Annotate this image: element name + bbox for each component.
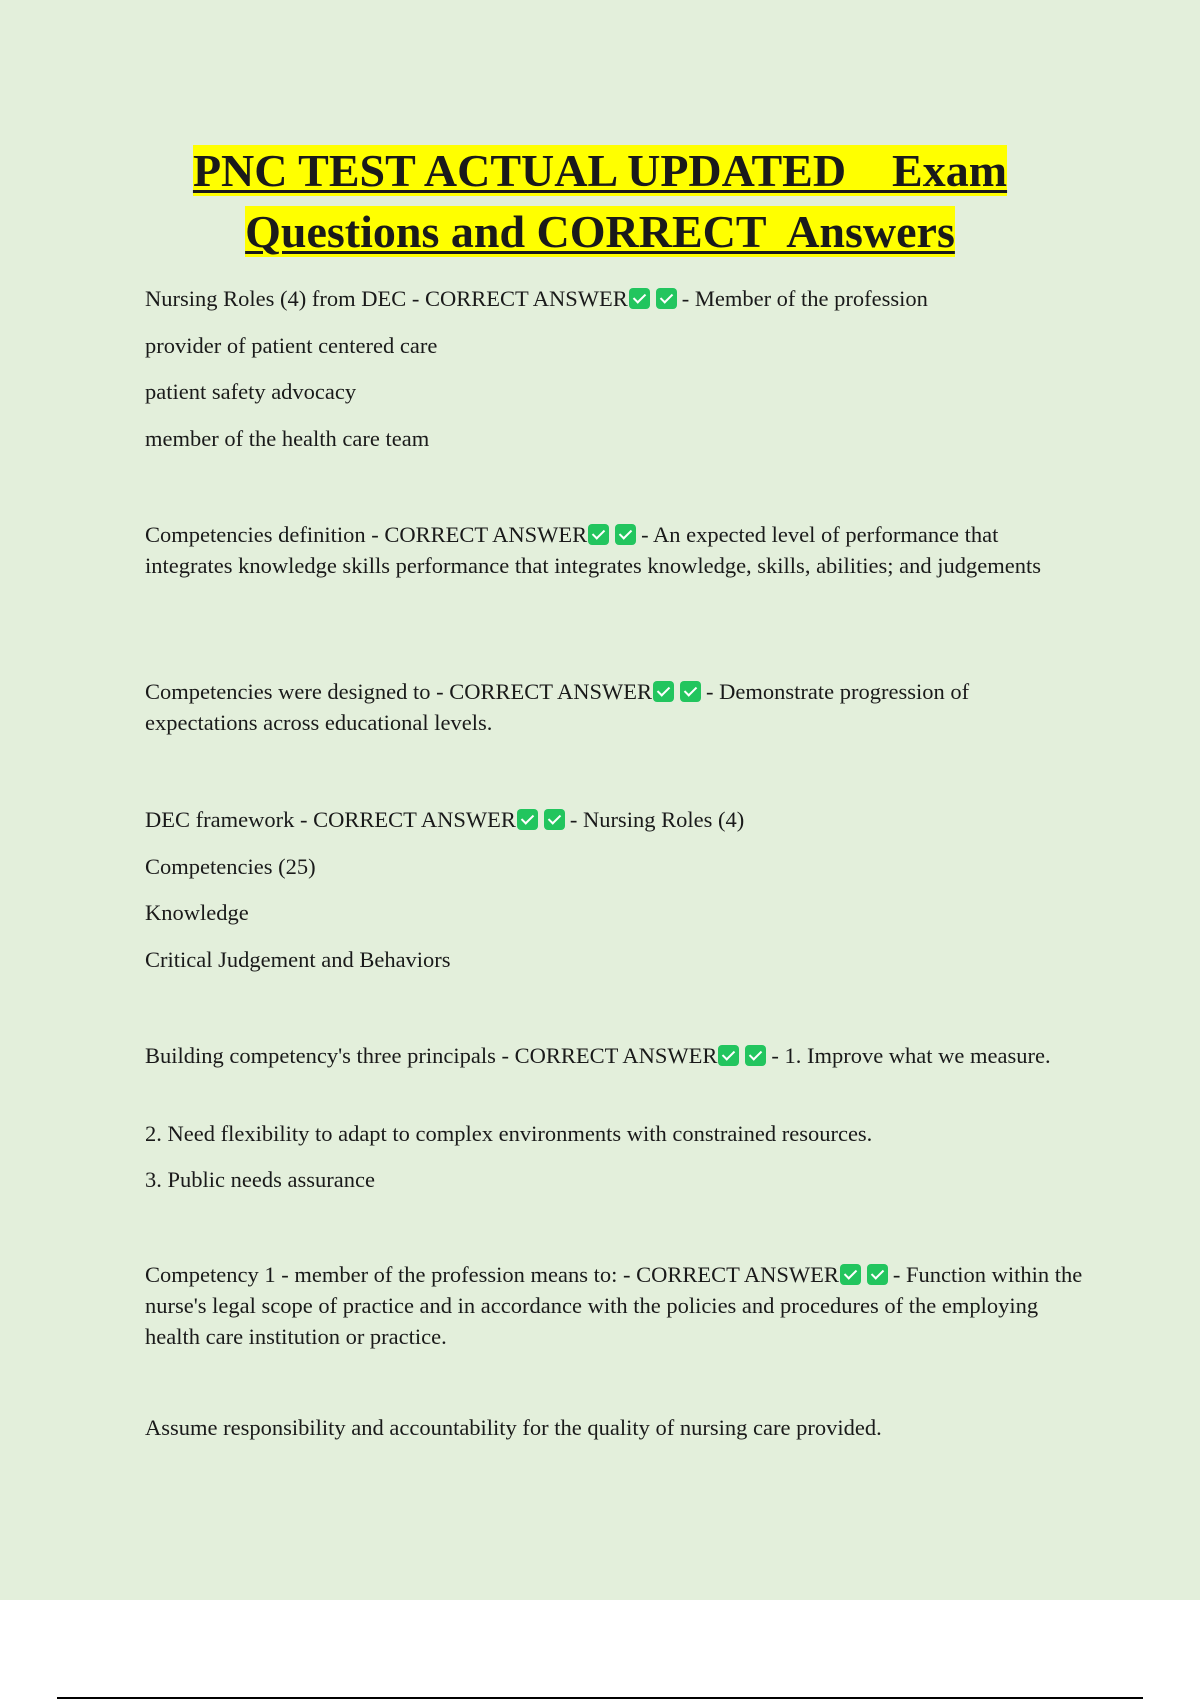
title-line-2: Questions and CORRECT Answers <box>245 206 955 257</box>
question-text: Nursing Roles (4) from DEC - <box>145 286 425 311</box>
answer-line: provider of patient centered care <box>145 333 438 358</box>
closing-text: Assume responsibility and accountability for the quality of nursing care provided. <box>145 1415 882 1440</box>
qa-entry-dec-framework <box>145 804 1085 835</box>
question-text: Building competency's three principals - <box>145 1043 515 1068</box>
question-text: Competencies definition - <box>145 522 385 547</box>
question-text: Competencies were designed to - <box>145 679 450 704</box>
answer-text: - Nursing Roles (4) <box>569 807 745 832</box>
answer-line: Competencies (25) <box>145 854 316 879</box>
answer-line: Knowledge <box>145 900 249 925</box>
answer-text: - Function within the nurse's legal scope of practice and in accordance with the policies and procedures of the employing health care institution or practice. <box>145 1262 1083 1349</box>
check-box-icon <box>588 524 609 545</box>
answer-text: - Demonstrate progression of expectations across educational levels. <box>145 679 970 735</box>
check-box-icon <box>517 809 538 830</box>
check-box-icon <box>680 681 701 702</box>
answer-line: member of the health care team <box>145 426 430 451</box>
answer-text: - Member of the profession <box>681 286 928 311</box>
answer-line: 2. Need flexibility to adapt to complex environments with constrained resources. <box>145 1121 873 1146</box>
answer-line: Critical Judgement and Behaviors <box>145 947 451 972</box>
check-box-icon <box>629 288 650 309</box>
qa-entry-building-competency <box>145 1040 1085 1071</box>
check-box-icon <box>615 524 636 545</box>
check-box-icon <box>840 1264 861 1285</box>
answer-label: CORRECT ANSWER <box>313 807 516 832</box>
answer-text: - 1. Improve what we measure. <box>771 1043 1051 1068</box>
footer-divider <box>57 1697 1143 1699</box>
check-box-icon <box>653 681 674 702</box>
answer-label: CORRECT ANSWER <box>636 1262 839 1287</box>
answer-line: 3. Public needs assurance <box>145 1167 375 1192</box>
answer-label: CORRECT ANSWER <box>424 286 628 311</box>
check-box-icon <box>656 288 677 309</box>
answer-label: CORRECT ANSWER <box>384 522 588 547</box>
question-text: DEC framework - <box>145 807 314 832</box>
question-text: Competency 1 - member of the profession means to: - <box>145 1262 637 1287</box>
check-box-icon <box>718 1045 739 1066</box>
qa-entry-competencies-designed <box>145 676 1085 738</box>
check-box-icon <box>544 809 565 830</box>
title-line-1: PNC TEST ACTUAL UPDATED Exam <box>192 145 1008 196</box>
answer-line: patient safety advocacy <box>145 379 357 404</box>
qa-entry-competency-1 <box>145 1259 1085 1352</box>
qa-entry-competencies-definition <box>145 519 1085 581</box>
answer-label: CORRECT ANSWER <box>449 679 653 704</box>
check-box-icon <box>867 1264 888 1285</box>
answer-label: CORRECT ANSWER <box>514 1043 718 1068</box>
qa-entry-nursing-roles <box>145 283 1085 314</box>
answer-text: - An expected level of performance that integrates knowledge skills performance that integrates knowledge, skills, abilities; and judgements <box>145 522 1042 578</box>
check-box-icon <box>745 1045 766 1066</box>
document-title <box>100 140 1100 262</box>
